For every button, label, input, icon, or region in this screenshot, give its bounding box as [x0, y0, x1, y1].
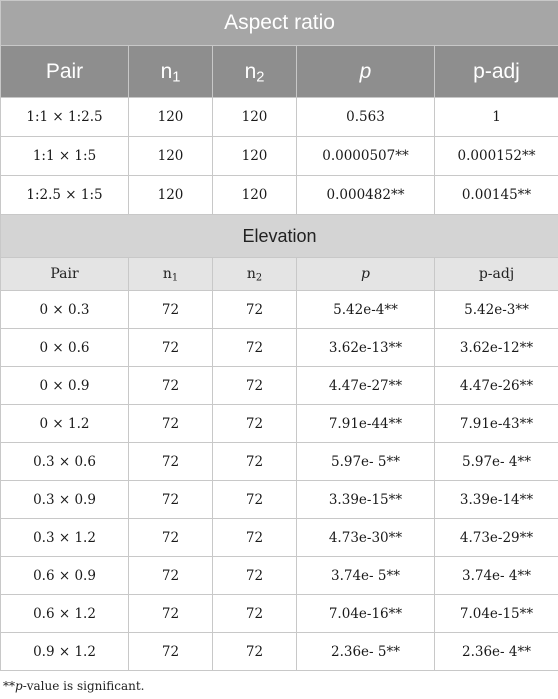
cell-padj: 2.36e- 4**: [435, 633, 558, 671]
cell-n1: 72: [129, 367, 213, 405]
cell-p: 5.42e-4**: [297, 291, 435, 329]
header-n2: $n_2$: [213, 258, 297, 291]
cell-n1: 72: [129, 481, 213, 519]
elevation-header-row: [1, 258, 558, 291]
cell-p: 5.97e- 5**: [297, 443, 435, 481]
cell-pair: 0 × 0.6: [1, 329, 129, 367]
cell-pair: 1:1 × 1:2.5: [1, 98, 129, 137]
cell-n2: 72: [213, 329, 297, 367]
cell-p: 0.563: [297, 98, 435, 137]
table-row: [1, 519, 558, 557]
cell-padj: 5.42e-3**: [435, 291, 558, 329]
header-n2: $n_2$: [213, 46, 297, 98]
cell-padj: 5.97e- 4**: [435, 443, 558, 481]
cell-n2: 72: [213, 481, 297, 519]
cell-padj: 7.04e-15**: [435, 595, 558, 633]
cell-p: 7.91e-44**: [297, 405, 435, 443]
cell-n2: 72: [213, 367, 297, 405]
cell-padj: 3.62e-12**: [435, 329, 558, 367]
cell-pair: 1:2.5 × 1:5: [1, 176, 129, 215]
cell-pair: 0.9 × 1.2: [1, 633, 129, 671]
table-row: [1, 595, 558, 633]
cell-n2: 120: [213, 137, 297, 176]
table-row: [1, 633, 558, 671]
cell-pair: 0.6 × 0.9: [1, 557, 129, 595]
cell-n1: 72: [129, 443, 213, 481]
cell-n1: 72: [129, 405, 213, 443]
cell-pair: 0 × 0.3: [1, 291, 129, 329]
elevation-title: Elevation: [1, 215, 558, 258]
cell-padj: 3.39e-14**: [435, 481, 558, 519]
cell-p: 0.0000507**: [297, 137, 435, 176]
cell-n1: 120: [129, 176, 213, 215]
cell-n1: 72: [129, 633, 213, 671]
table-row: [1, 443, 558, 481]
cell-p: 7.04e-16**: [297, 595, 435, 633]
cell-p: 3.39e-15**: [297, 481, 435, 519]
cell-n1: 120: [129, 98, 213, 137]
header-n1: $n_1$: [129, 258, 213, 291]
table-row: [1, 98, 558, 137]
table-row: [1, 137, 558, 176]
cell-n1: 72: [129, 595, 213, 633]
table-row: [1, 291, 558, 329]
header-pair: Pair: [1, 46, 129, 98]
cell-n2: 120: [213, 98, 297, 137]
cell-padj: 0.000152**: [435, 137, 558, 176]
cell-p: 3.62e-13**: [297, 329, 435, 367]
header-p: p: [297, 46, 435, 98]
cell-n2: 72: [213, 443, 297, 481]
cell-p: 4.73e-30**: [297, 519, 435, 557]
cell-padj: 4.47e-26**: [435, 367, 558, 405]
cell-n1: 120: [129, 137, 213, 176]
table-row: [1, 405, 558, 443]
table-row: [1, 481, 558, 519]
header-p-adj: p-adj: [435, 46, 558, 98]
table-row: [1, 329, 558, 367]
cell-pair: 1:1 × 1:5: [1, 137, 129, 176]
cell-padj: 4.73e-29**: [435, 519, 558, 557]
table-row: [1, 367, 558, 405]
footnote: **p-value is significant.: [3, 679, 145, 693]
cell-p: 2.36e- 5**: [297, 633, 435, 671]
cell-padj: 0.00145**: [435, 176, 558, 215]
cell-padj: 1: [435, 98, 558, 137]
cell-n2: 120: [213, 176, 297, 215]
aspect-ratio-header-row: [1, 46, 558, 98]
table-row: [1, 557, 558, 595]
header-n1: $n_1$: [129, 46, 213, 98]
cell-pair: 0.3 × 0.9: [1, 481, 129, 519]
cell-p: 3.74e- 5**: [297, 557, 435, 595]
header-pair: Pair: [1, 258, 129, 291]
cell-n2: 72: [213, 633, 297, 671]
header-p: p: [297, 258, 435, 291]
cell-padj: 3.74e- 4**: [435, 557, 558, 595]
cell-n1: 72: [129, 329, 213, 367]
header-p-adj: p-adj: [435, 258, 558, 291]
cell-n2: 72: [213, 291, 297, 329]
cell-n1: 72: [129, 291, 213, 329]
cell-n2: 72: [213, 405, 297, 443]
cell-n1: 72: [129, 557, 213, 595]
cell-p: 4.47e-27**: [297, 367, 435, 405]
table-row: [1, 176, 558, 215]
cell-n2: 72: [213, 519, 297, 557]
cell-pair: 0.3 × 0.6: [1, 443, 129, 481]
cell-pair: 0.3 × 1.2: [1, 519, 129, 557]
cell-n2: 72: [213, 557, 297, 595]
cell-pair: 0.6 × 1.2: [1, 595, 129, 633]
aspect-ratio-title: Aspect ratio: [1, 1, 558, 46]
aspect-ratio-title-row: [1, 1, 558, 46]
cell-p: 0.000482**: [297, 176, 435, 215]
cell-n1: 72: [129, 519, 213, 557]
cell-pair: 0 × 0.9: [1, 367, 129, 405]
cell-padj: 7.91e-43**: [435, 405, 558, 443]
cell-pair: 0 × 1.2: [1, 405, 129, 443]
cell-n2: 72: [213, 595, 297, 633]
elevation-title-row: [1, 215, 558, 258]
